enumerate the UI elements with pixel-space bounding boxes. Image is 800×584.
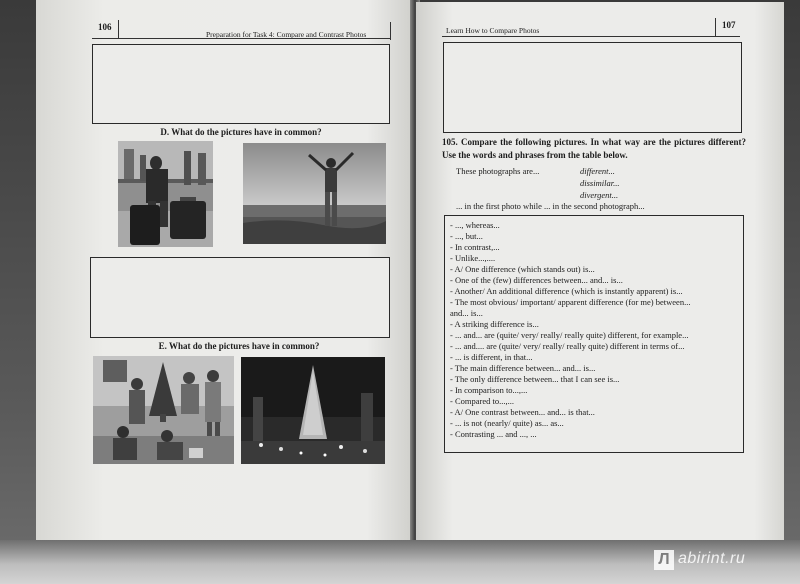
left-header-divider — [118, 20, 119, 38]
phrase-item: - One of the (few) differences between... and... is... — [450, 275, 623, 285]
photo-man-beach — [243, 143, 386, 244]
watermark-logo-icon: Л — [654, 550, 674, 570]
first-second-photo-phrase: ... in the first photo while ... in the second photograph... — [456, 201, 645, 211]
phrase-item: - ... and.... are (quite/ very/ really/ really quite) different in terms of... — [450, 341, 685, 351]
phrase-item: - The only difference between... that I can see is... — [450, 374, 620, 384]
watermark — [654, 548, 790, 572]
phrase-item: - Another/ An additional difference (which is instantly apparent) is... — [450, 286, 683, 296]
left-header-rule — [92, 38, 390, 39]
photo-christmas-tree-night — [241, 357, 385, 464]
answer-box-d — [90, 257, 390, 338]
heading-e: E. What do the pictures have in common? — [158, 341, 320, 351]
left-running-head: Preparation for Task 4: Compare and Contrast Photos — [206, 30, 367, 39]
answer-box-c — [92, 44, 390, 124]
phrase-item: - ..., whereas... — [450, 220, 500, 230]
phrase-item: - ... is different, in that... — [450, 352, 533, 362]
phrase-item: and... is... — [450, 308, 483, 318]
left-page-number: 106 — [98, 22, 112, 32]
these-photographs-are: These photographs are... — [456, 166, 540, 176]
word-option-divergent: divergent... — [580, 190, 619, 200]
phrase-item: - Contrasting ... and ..., ... — [450, 429, 537, 439]
phrase-list — [445, 216, 743, 440]
phrase-item: - Unlike...,.... — [450, 253, 496, 263]
phrase-item: - Compared to...,... — [450, 396, 514, 406]
phrase-item: - The most obvious/ important/ apparent difference (for me) between... — [450, 297, 691, 307]
word-option-dissimilar: dissimilar... — [580, 178, 620, 188]
phrase-item: - ..., but... — [450, 231, 483, 241]
photo-travellers-luggage — [118, 141, 213, 247]
right-header-rule — [442, 36, 740, 37]
phrase-item: - A/ One contrast between... and... is that... — [450, 407, 595, 417]
right-page-number: 107 — [722, 20, 736, 30]
phrase-item: - ... and... are (quite/ very/ really/ really quite) different, for example... — [450, 330, 689, 340]
heading-d: D. What do the pictures have in common? — [160, 127, 322, 137]
phrase-item: - ... is not (nearly/ quite) as... as... — [450, 418, 564, 428]
word-option-different: different... — [580, 166, 615, 176]
phrase-item: - A/ One difference (which stands out) is... — [450, 264, 595, 274]
task-105-instructions: 105. Compare the following pictures. In what way are the pictures different? Use the words and phrases from the table below. — [442, 137, 746, 160]
phrase-item: - In contrast,... — [450, 242, 500, 252]
answer-box-right — [443, 42, 742, 133]
watermark-text: abirint.ru — [678, 550, 746, 567]
right-running-head: Learn How to Compare Photos — [446, 26, 540, 35]
phrase-table — [444, 215, 744, 453]
phrase-item: - The main difference between... and... is... — [450, 363, 596, 373]
phrase-item: - In comparison to...,... — [450, 385, 528, 395]
photo-family-christmas — [93, 356, 234, 464]
left-header-divider-right — [390, 22, 391, 40]
phrase-item: - A striking difference is... — [450, 319, 539, 329]
right-header-divider — [715, 18, 716, 36]
